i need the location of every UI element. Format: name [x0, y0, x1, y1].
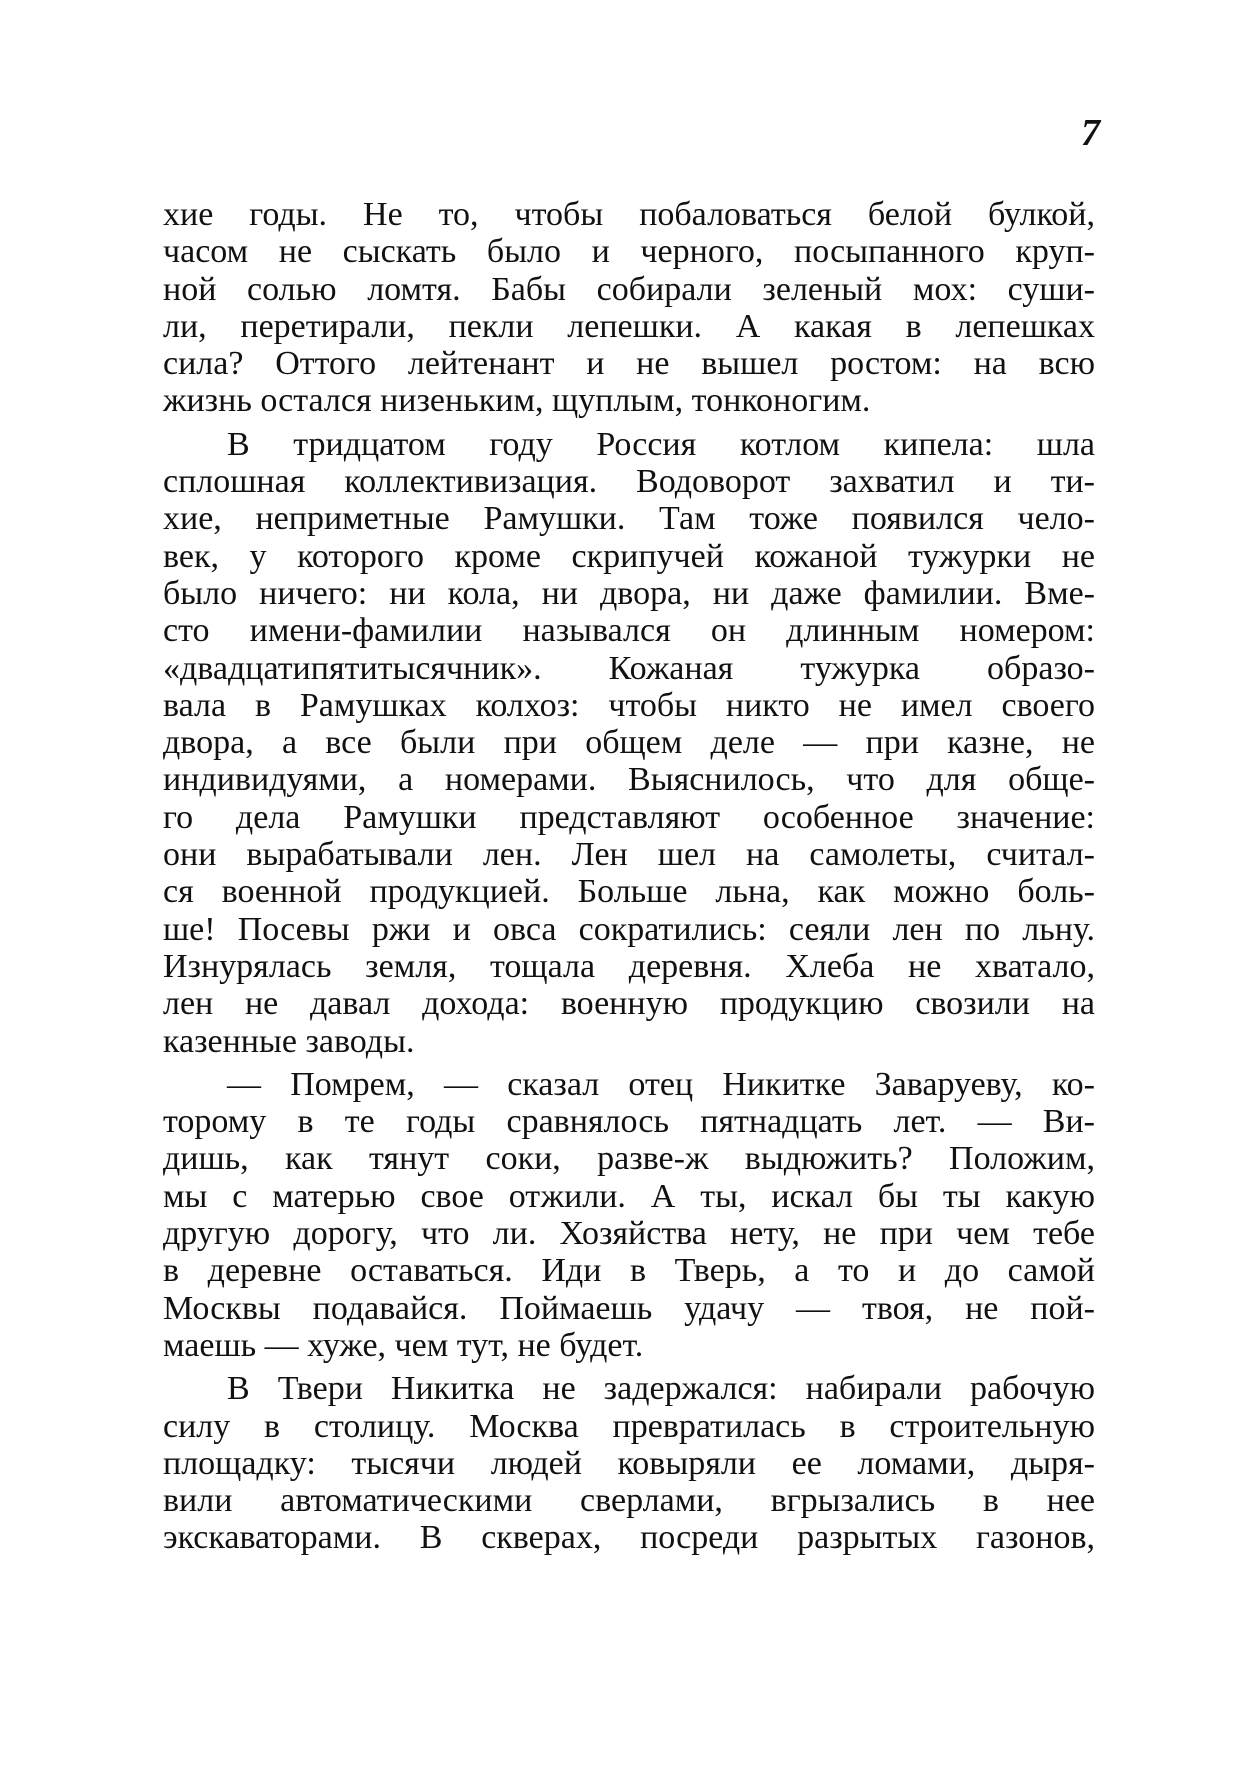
body-text — [163, 196, 1095, 1563]
text-line: ся военной продукцией. Больше льна, как можно боль- — [163, 873, 1095, 911]
text-line: жизнь остался низеньким, щуплым, тонконогим. — [163, 382, 871, 420]
text-line: экскаваторами. В скверах, посреди разрытых газонов, — [163, 1519, 1095, 1557]
text-line: силу в столицу. Москва превратилась в строительную — [163, 1407, 1095, 1445]
text-line: сила? Оттого лейтенант и не вышел ростом: на всю — [163, 345, 1095, 383]
text-line: Изнурялась земля, тощала деревня. Хлеба не хватало, — [163, 947, 1095, 985]
text-line: другую дорогу, что ли. Хозяйства нету, не при чем тебе — [163, 1215, 1095, 1253]
text-line: Москвы подавайся. Поймаешь удачу — твоя, не пой- — [163, 1289, 1095, 1327]
text-line: казенные заводы. — [163, 1022, 415, 1060]
text-line: ли, перетирали, пекли лепешки. А какая в лепешках — [163, 307, 1095, 345]
text-line: дишь, как тянут соки, разве-ж выдюжить? Положим, — [163, 1140, 1095, 1178]
text-line: было ничего: ни кола, ни двора, ни даже фамилии. Вме- — [163, 574, 1095, 612]
paragraph — [163, 196, 1095, 420]
text-line: сплошная коллективизация. Водоворот захватил и ти- — [163, 463, 1095, 501]
paragraph — [163, 426, 1095, 1060]
text-line: вала в Рамушках колхоз: чтобы никто не имел своего — [163, 686, 1095, 724]
text-line: хие, неприметные Рамушки. Там тоже появился чело- — [163, 500, 1095, 538]
text-line: лен не давал дохода: военную продукцию свозили на — [163, 985, 1095, 1023]
page-number: 7 — [1081, 112, 1100, 154]
paragraph — [163, 1066, 1095, 1364]
text-line: В Твери Никитка не задержался: набирали рабочую — [227, 1370, 1095, 1408]
text-line: торому в те годы сравнялось пятнадцать лет. — Ви- — [163, 1103, 1095, 1141]
text-line: маешь — хуже, чем тут, не будет. — [163, 1326, 644, 1364]
text-line: век, у которого кроме скрипучей кожаной тужурки не — [163, 537, 1095, 575]
text-line: ной солью ломтя. Бабы собирали зеленый мох: суши- — [163, 270, 1095, 308]
text-line: сто имени-фамилии назывался он длинным номером: — [163, 612, 1095, 650]
text-line: площадку: тысячи людей ковыряли ее ломами, дыря- — [163, 1444, 1095, 1482]
text-line: — Помрем, — сказал отец Никитке Заваруеву, ко- — [227, 1065, 1095, 1103]
text-line: мы с матерью свое отжили. А ты, искал бы ты какую — [163, 1177, 1095, 1215]
paragraph — [163, 1370, 1095, 1556]
text-line: В тридцатом году Россия котлом кипела: шла — [227, 425, 1095, 463]
text-line: го дела Рамушки представляют особенное значение: — [163, 798, 1095, 836]
text-line: хие годы. Не то, чтобы побаловаться белой булкой, — [163, 196, 1095, 233]
text-line: двора, а все были при общем деле — при казне, не — [163, 724, 1095, 762]
text-line: ше! Посевы ржи и овса сократились: сеяли лен по льну. — [163, 910, 1095, 948]
text-line: в деревне оставаться. Иди в Тверь, а то и до самой — [163, 1252, 1095, 1290]
text-line: они вырабатывали лен. Лен шел на самолеты, считал- — [163, 836, 1095, 874]
text-line: вили автоматическими сверлами, вгрызались в нее — [163, 1482, 1095, 1520]
text-line: индивидуями, а номерами. Выяснилось, что для обще- — [163, 761, 1095, 799]
text-line: часом не сыскать было и черного, посыпанного круп- — [163, 233, 1095, 271]
text-line: «двадцатипятитысячник». Кожаная тужурка образо- — [163, 649, 1095, 687]
